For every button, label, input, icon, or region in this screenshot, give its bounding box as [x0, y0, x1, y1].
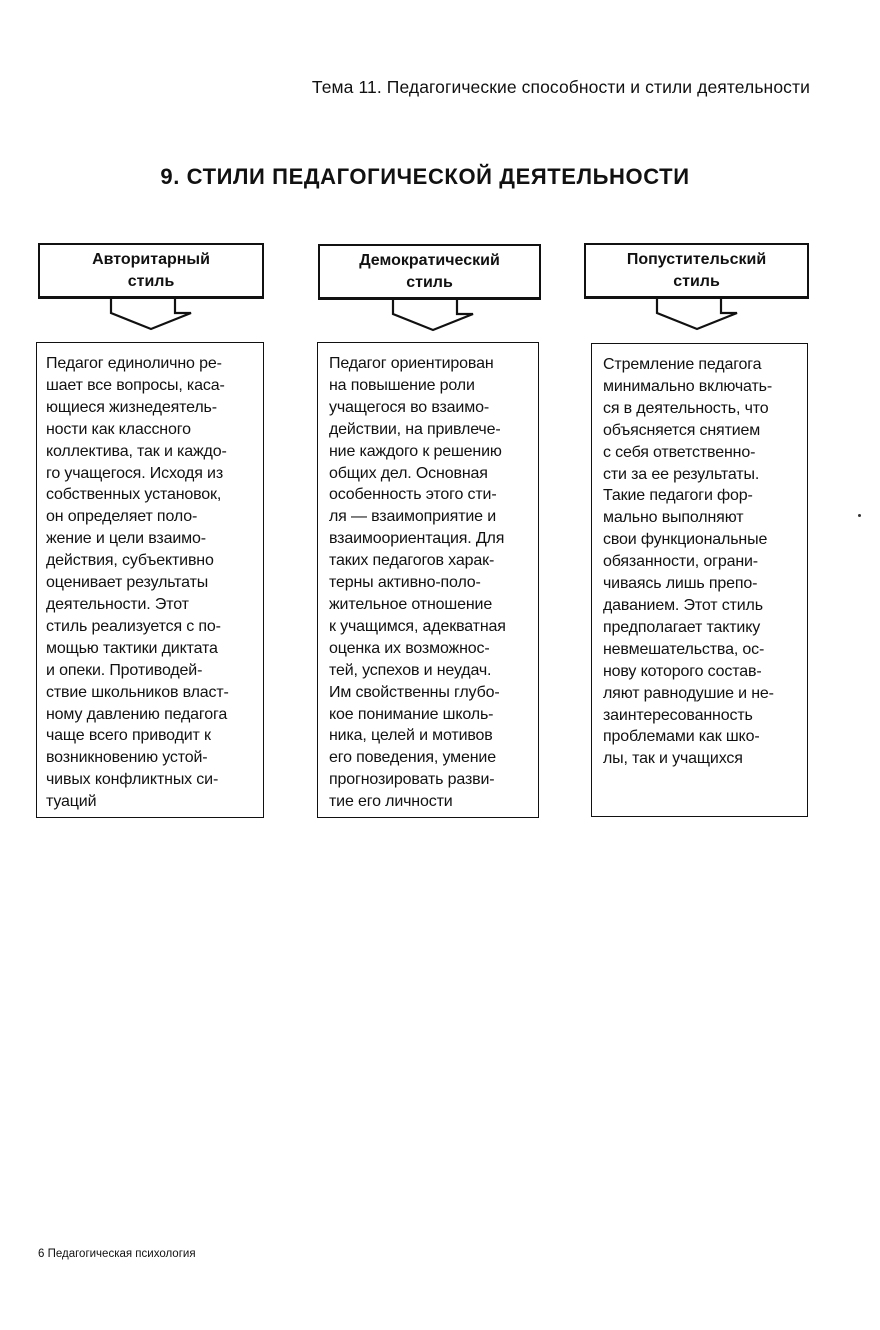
- down-arrow-icon: [101, 299, 201, 331]
- scan-speck: [858, 514, 861, 517]
- running-header: Тема 11. Педагогические способности и стили деятельности: [311, 77, 810, 97]
- style-heading-label: Авторитарный стиль: [92, 250, 210, 290]
- page-title: 9. СТИЛИ ПЕДАГОГИЧЕСКОЙ ДЕЯТЕЛЬНОСТИ: [160, 164, 690, 189]
- style-heading-authoritarian: [38, 243, 264, 299]
- style-heading-permissive: [584, 243, 809, 299]
- down-arrow-icon: [383, 300, 483, 332]
- style-heading-label: Попустительский стиль: [626, 250, 767, 290]
- down-arrow-icon: [647, 299, 747, 331]
- style-description-authoritarian: Педагог единолично ре- шает все вопросы, каса- ющиеся жизнедеятель- ности как классного коллектива, так и каждо- го учащегося. Исходя из собственных установок, он определяет поло- жение и цели взаимо- действия, субъективно оценивает результаты деятельности. Этот стиль реализуется с по- мощью тактики диктата и опеки. Противодей- ствие школьников власт- ному давлению педагога чаще всего приводит к возникновению устой- чивых конфликтных си- туаций: [36, 342, 264, 818]
- style-heading-democratic: [318, 244, 541, 300]
- style-description-permissive: Стремление педагога минимально включать- ся в деятельность, что объясняется снятием с себя ответственно- сти за ее результаты. Такие педагоги фор- мально выполняют свои функциональные обязанности, ограни- чиваясь лишь препо- даванием. Этот стиль предполагает тактику невмешательства, ос- нову которого состав- ляют равнодушие и не- заинтересованность проблемами как шко- лы, так и учащихся: [591, 343, 808, 817]
- style-heading-label: Демократический стиль: [359, 251, 500, 291]
- footer: 6 Педагогическая психология: [38, 1248, 196, 1260]
- style-description-democratic: Педагог ориентирован на повышение роли учащегося во взаимо- действии, на привлече- ние каждого к решению общих дел. Основная особенность этого сти- ля — взаимоприятие и взаимоориентация. Для таких педагогов харак- терны активно-поло- жительное отношение к учащимся, адекватная оценка их возможнос- тей, успехов и неудач. Им свойственны глубо- кое понимание школь- ника, целей и мотивов его поведения, умение прогнозировать разви- тие его личности: [317, 342, 539, 818]
